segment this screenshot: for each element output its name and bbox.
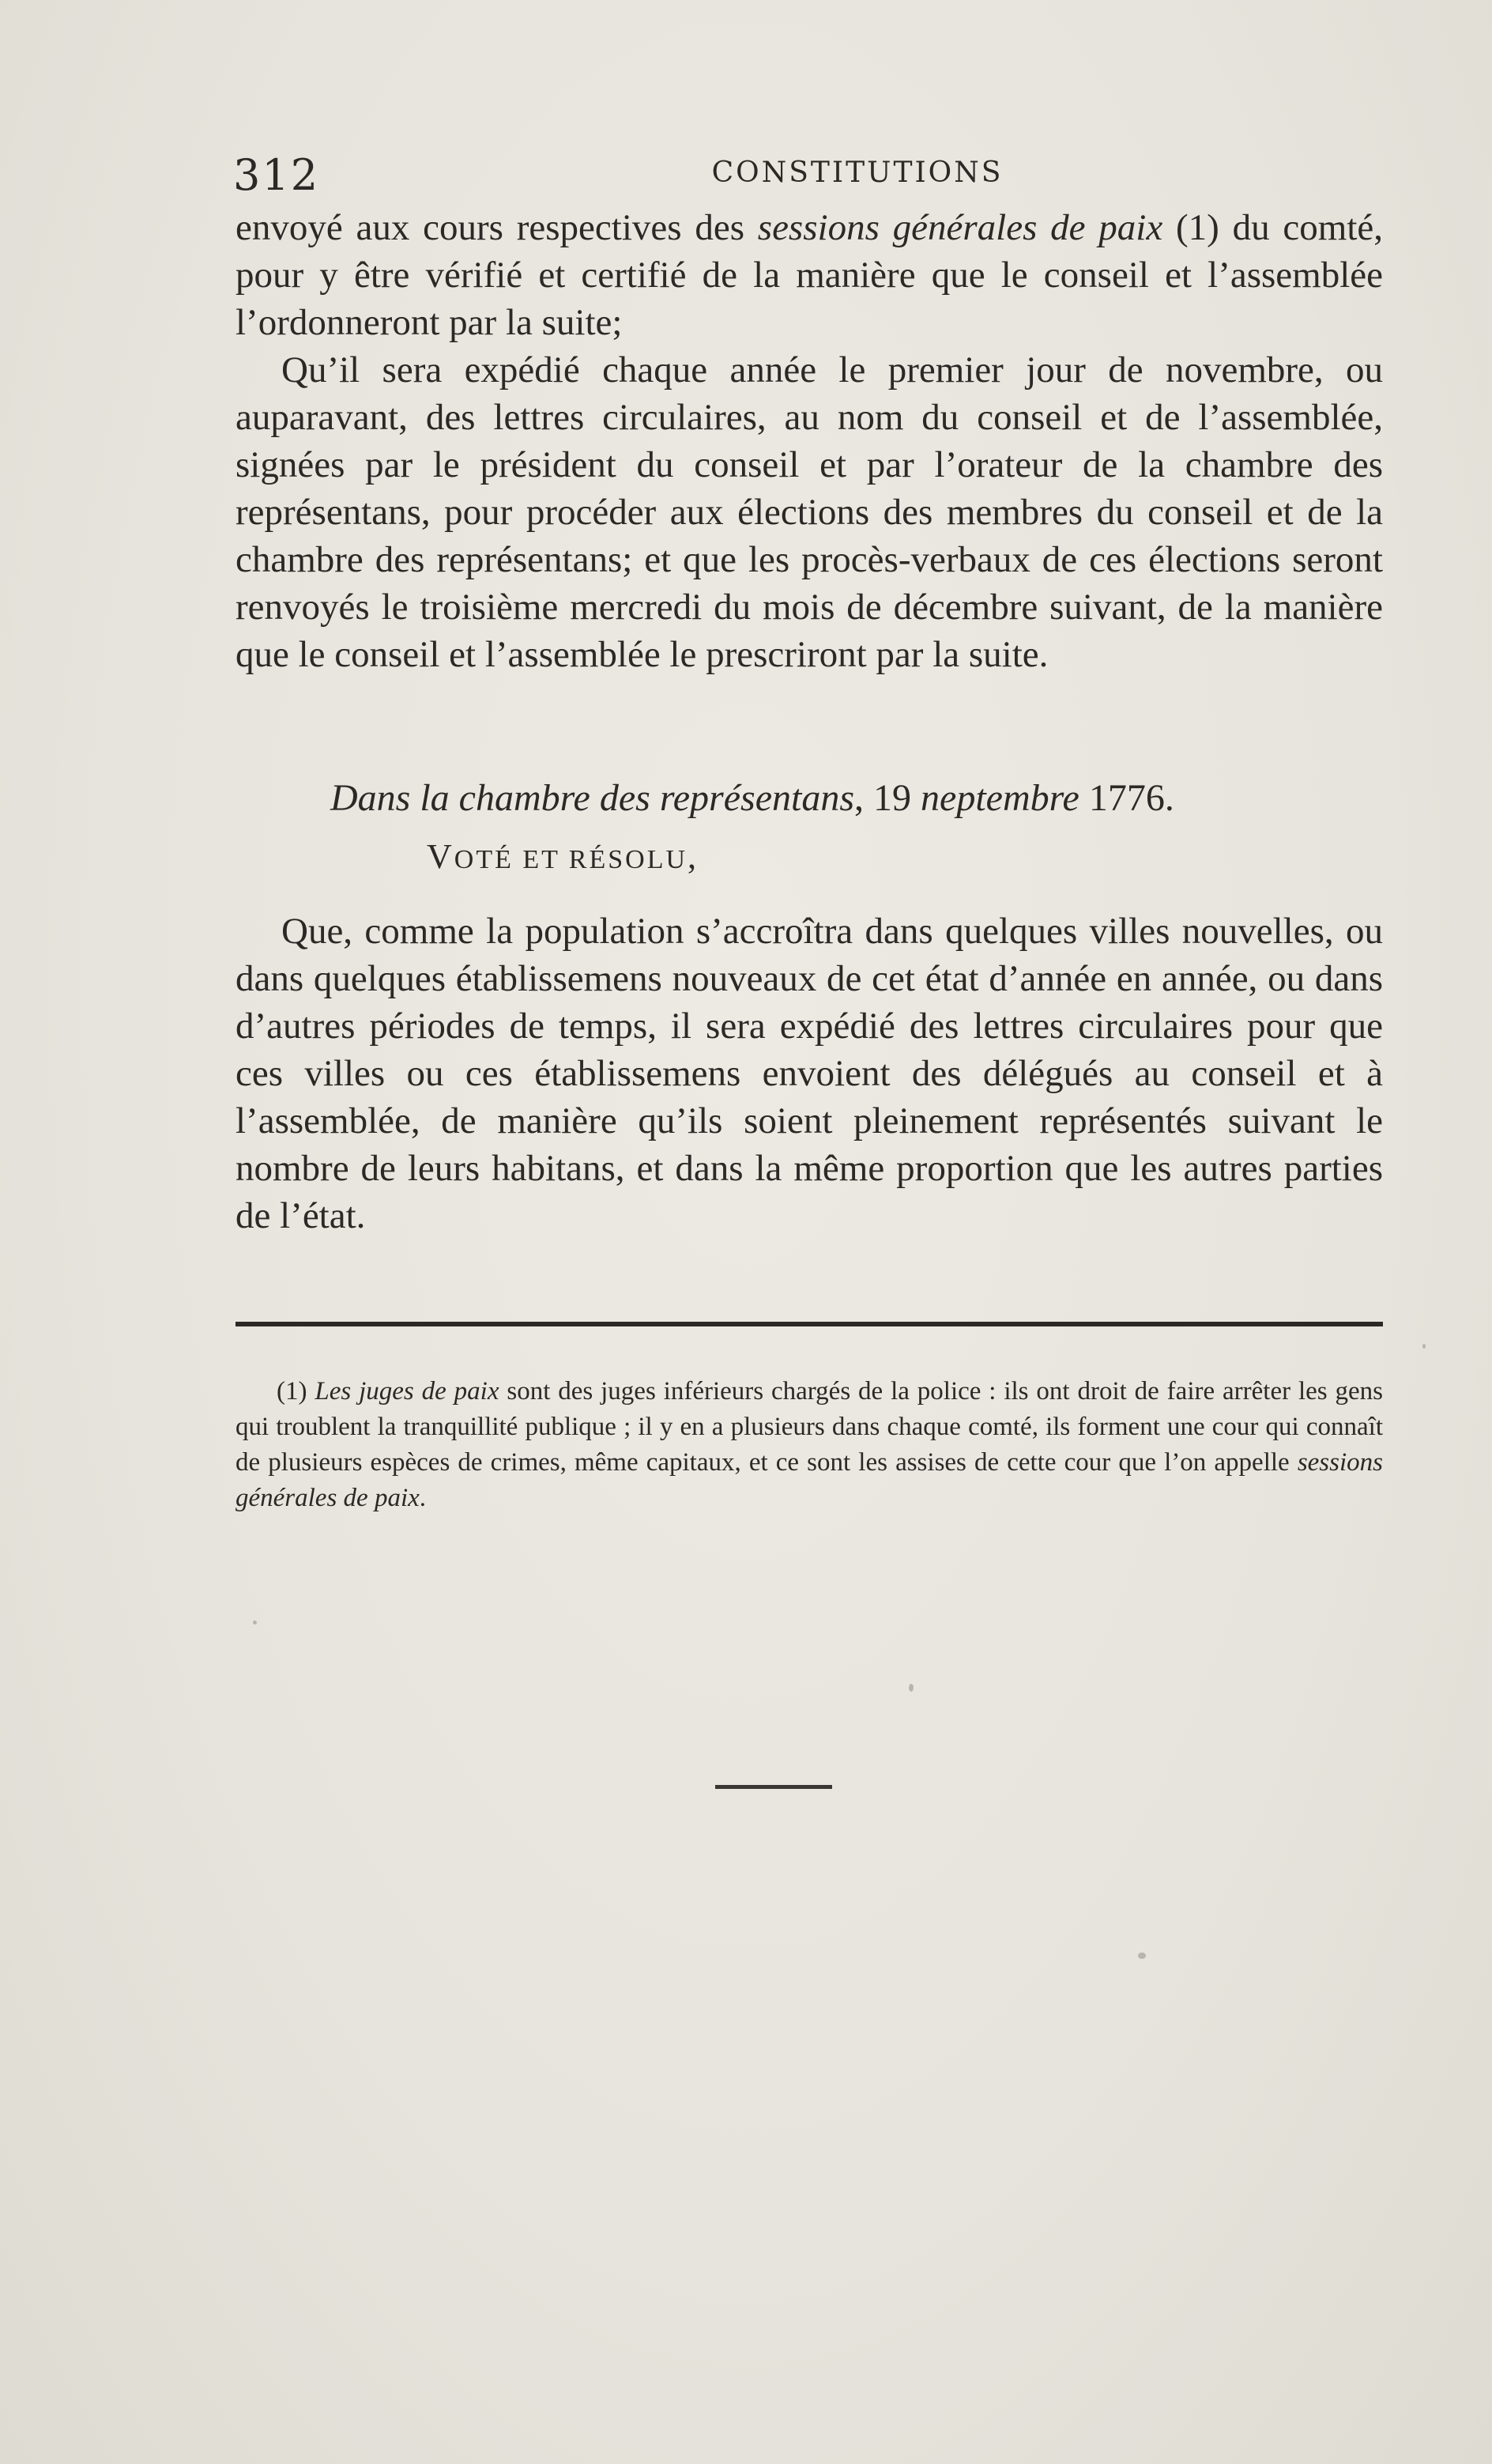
dateline-year: 1776.	[1079, 777, 1174, 819]
page-number: 312	[233, 150, 320, 200]
resolution-smallcaps: OTÉ ET RÉSOLU	[454, 845, 688, 874]
footnote-marker: (1)	[277, 1377, 315, 1406]
italic-term: sessions générales de paix	[757, 207, 1163, 248]
footnote-term: Les juges de paix	[315, 1377, 499, 1406]
page-header	[233, 150, 1387, 198]
resolution-initial: V	[427, 837, 454, 876]
paper-speck	[1422, 1344, 1426, 1349]
paper-speck	[253, 1621, 257, 1624]
dateline-month: neptembre	[921, 777, 1079, 819]
paper-speck	[1138, 1953, 1146, 1959]
paragraph-elections: Qu’il sera expédié chaque année le premier jour de novembre, ou auparavant, des lettres circulaires, au nom du conseil et de l’assemblée, signées par le président du conseil et par l’orateur de la chambre des représentans, pour procéder aux élections des membres du conseil et de la chambre des représentans; et que les procès-verbaux de ces élections seront renvoyés le troisième mercredi du mois de décembre suivant, de la manière que le conseil et l’assemblée le prescriront par la suite.	[235, 349, 1383, 675]
resolution-heading	[427, 836, 699, 877]
body-text-top	[235, 204, 1383, 678]
text-run: (1) du comté, pour y être vérifié et certifié de la manière que le conseil et l’assemblée l’ordonneront par la suite;	[235, 207, 1383, 343]
dateline-place: Dans la chambre des représentans	[330, 777, 855, 819]
paper-speck	[909, 1684, 914, 1692]
text-run: envoyé aux cours respectives des	[235, 207, 758, 248]
body-text-bottom	[235, 907, 1383, 1240]
footnote-italic-end: sessions générales de paix	[235, 1448, 1383, 1512]
running-head: CONSTITUTIONS	[711, 157, 1004, 189]
paragraph-continuation	[235, 204, 1383, 346]
footnote-rule	[235, 1322, 1383, 1326]
dateline	[235, 775, 1383, 822]
end-ornament-rule	[715, 1785, 832, 1789]
footnote	[235, 1374, 1383, 1516]
resolution-comma: ,	[688, 837, 699, 876]
footnote-paragraph	[235, 1374, 1383, 1516]
footnote-end: .	[419, 1484, 427, 1512]
dateline-day: , 19	[854, 777, 921, 819]
paragraph-population: Que, comme la population s’accroîtra dans quelques villes nouvelles, ou dans quelques établissemens nouveaux de cet état d’année en année, ou dans d’autres périodes de temps, il sera expédié des lettres circulaires pour que ces villes ou ces établissemens envoient des délégués au conseil et à l’assemblée, de manière qu’ils soient pleinement représentés suivant le nombre de leurs habitans, et dans la même proportion que les autres parties de l’état.	[235, 911, 1383, 1236]
footnote-text: sont des juges inférieurs chargés de la police : ils ont droit de faire arrêter les gens qui troublent la tranquillité publique ; il y en a plusieurs dans chaque comté, ils forment une cour qui connaît de plusieurs espèces de crimes, même capitaux, et ce sont les assises de cette cour que l’on appelle	[235, 1377, 1383, 1477]
